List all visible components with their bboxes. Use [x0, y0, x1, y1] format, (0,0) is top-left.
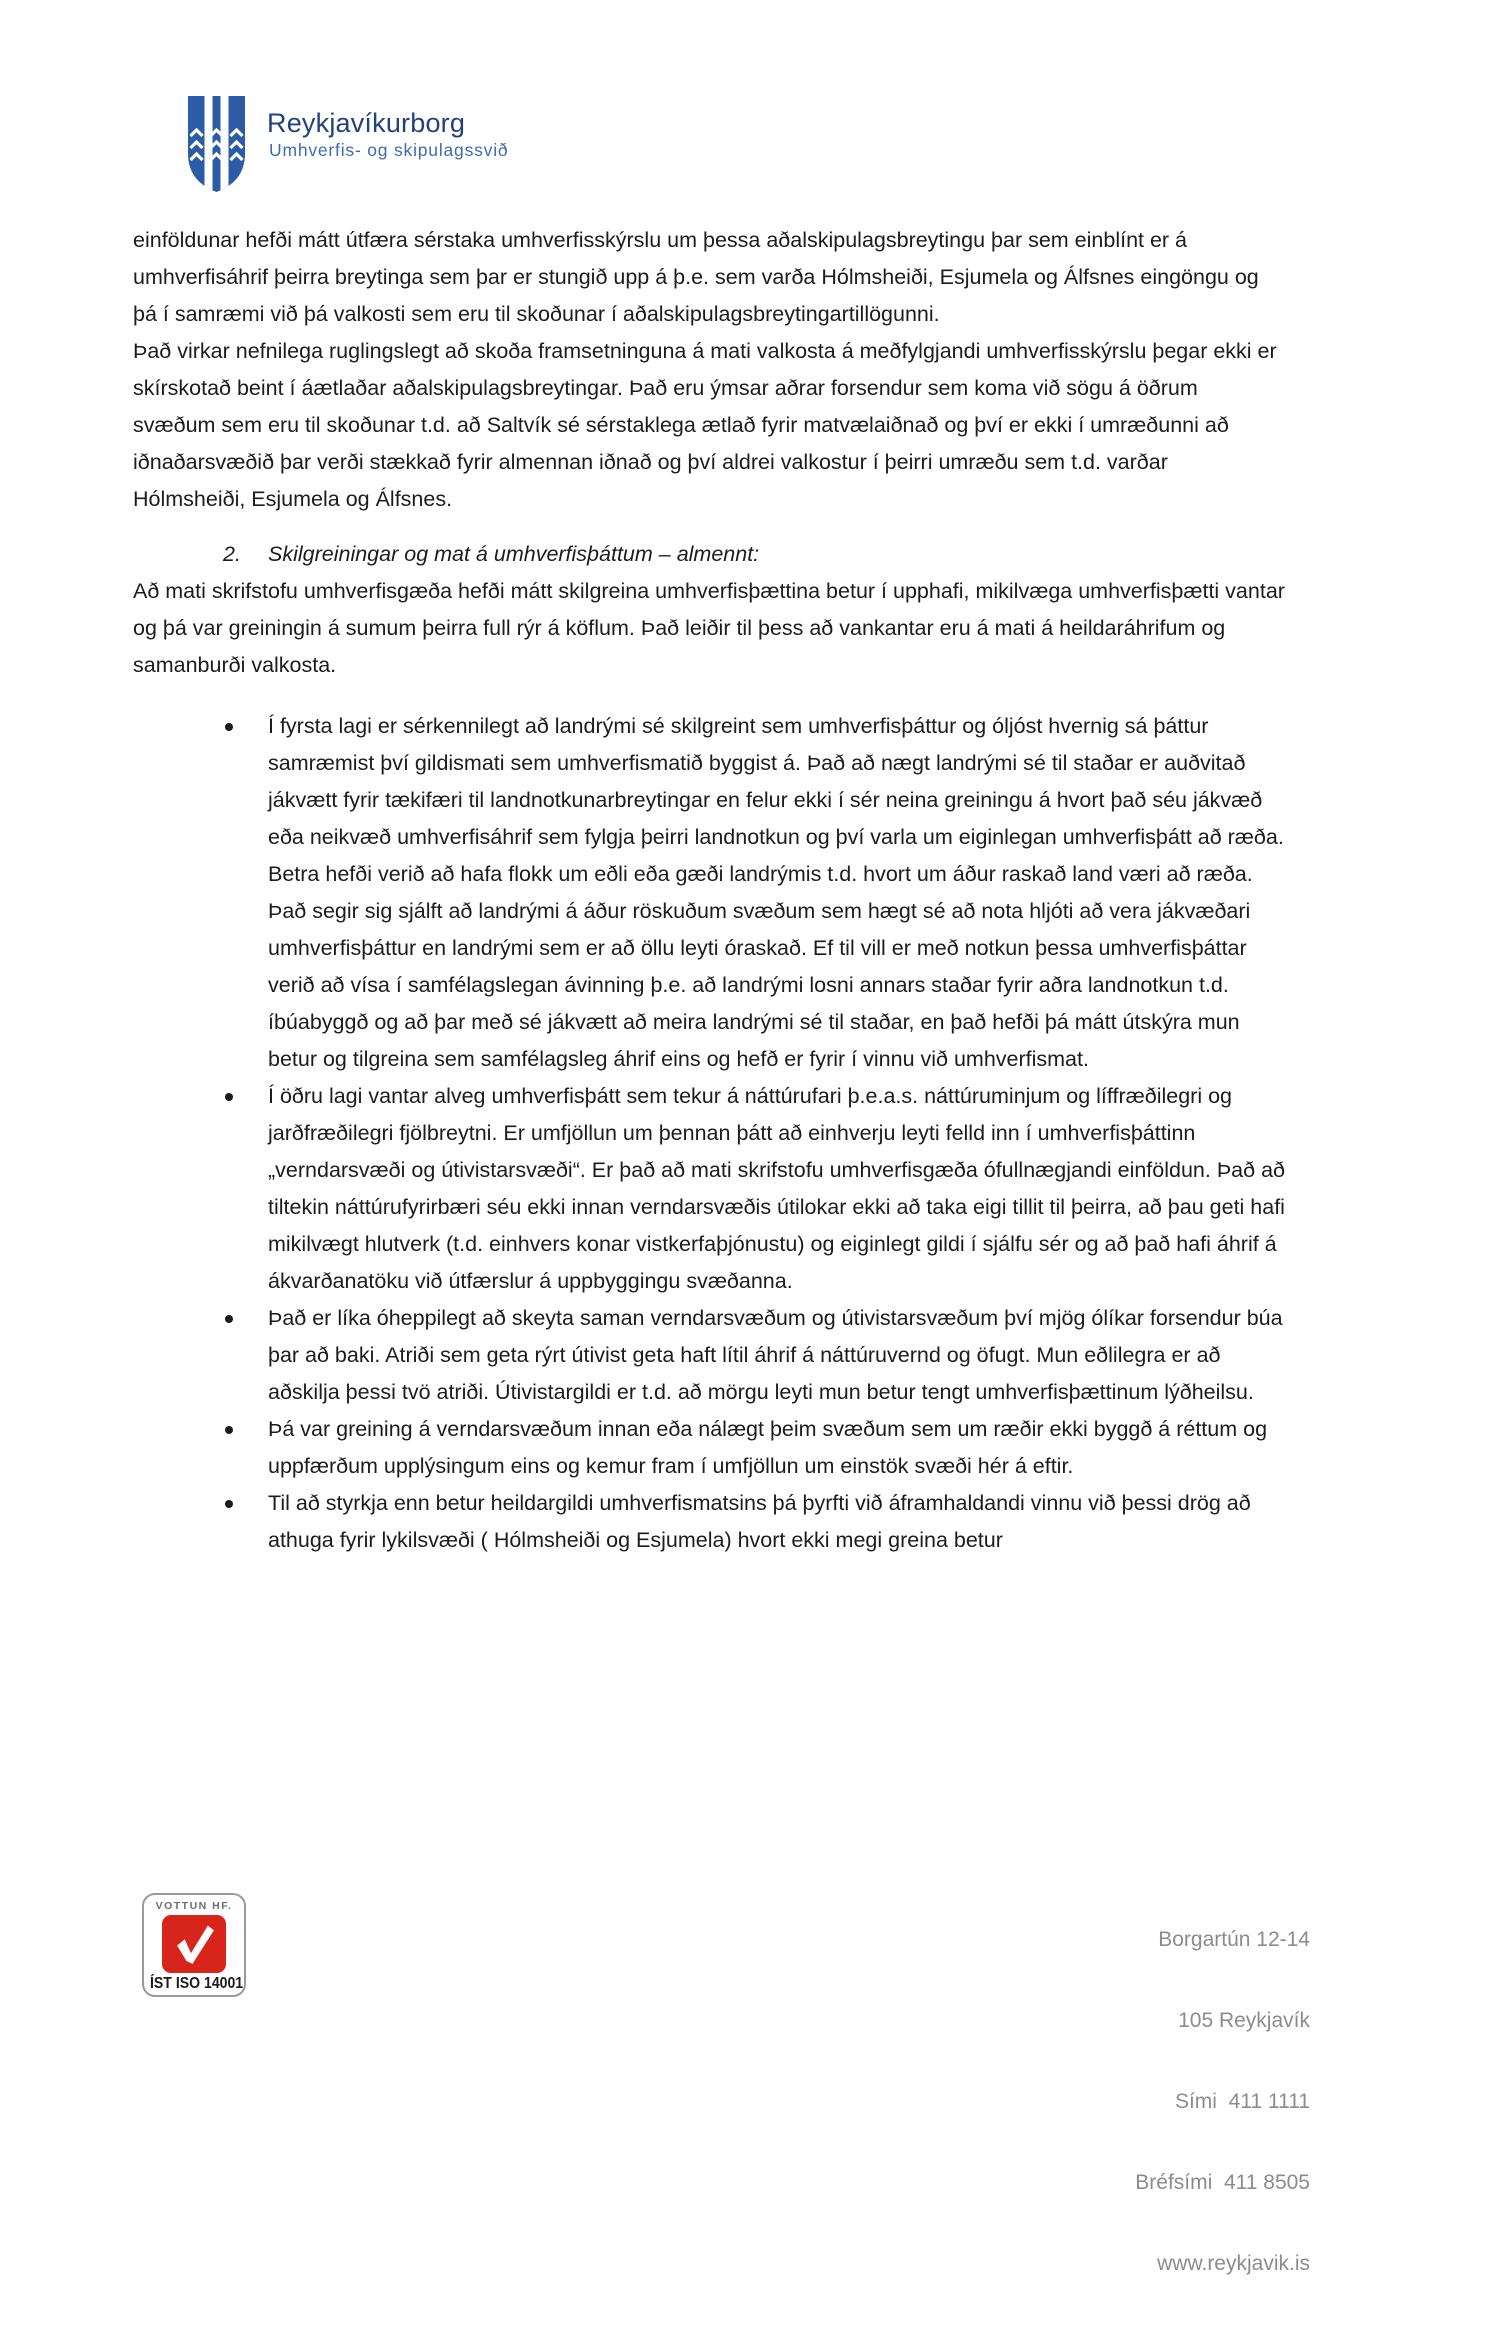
address-fax: Bréfsími 411 8505 — [1135, 2171, 1310, 2194]
bullet-icon — [225, 1093, 233, 1101]
bullet-icon — [225, 1500, 233, 1508]
address-street: Borgartún 12-14 — [1158, 1928, 1310, 1951]
paragraph-2: Það virkar nefnilega ruglingslegt að skoða framsetninguna á mati valkosta á meðfylgjandi umhverfisskýrslu þegar ekki er skírskotað beint í áætlaðar aðalskipulagsbreytingar. Það eru ýmsar aðrar forsendur sem koma við sögu á öðrum svæðum sem eru til skoðunar t.d. að Saltvík sé sérstaklega ætlað fyrir matvælaiðnað og því er ekki í umræðunni að iðnaðarsvæðið þar verði stækkað fyrir almennan iðnað og því aldrei valkostur í þeirri umræðu sem t.d. varðar Hólmsheiði, Esjumela og Álfsnes. — [133, 339, 1277, 511]
address-website: www.reykjavik.is — [1157, 2252, 1310, 2275]
org-department: Umhverfis- og skipulagssvið — [269, 140, 509, 160]
checkmark-icon — [171, 1922, 217, 1966]
bullet-text: Í fyrsta lagi er sérkennilegt að landrými sé skilgreint sem umhverfisþáttur og óljóst hvernig sá þáttur samræmist því gildismati sem umhverfismatið byggist á. Það að nægt landrými sé til staðar er auðvitað jákvætt fyrir tækifæri til landnotkunarbreytingar en felur ekki í sér neina greiningu á hvort það séu jákvæð eða neikvæð umhverfisáhrif sem fylgja þeirri landnotkun og því varla um eiginlegan umhverfisþátt að ræða. Betra hefði verið að hafa flokk um eðli eða gæði landrýmis t.d. hvort um áður raskað land væri að ræða. Það segir sig sjálft að landrými á áður röskuðum svæðum sem hægt sé að nota hljóti að vera jákvæðari umhverfisþáttur en landrými sem er að öllu leyti óraskað. Ef til vill er með notkun þessa umhverfisþáttar verið að vísa í samfélagslegan ávinning þ.e. að landrými losni annars staðar fyrir aðra landnotkun t.d. íbúabyggð og að þar með sé jákvætt að meira landrými sé til staðar, en það hefði þá mátt útskýra mun betur og tilgreina sem samfélagsleg áhrif eins og hefð er fyrir í vinnu við umhverfismat. — [268, 714, 1284, 1071]
address-city: 105 Reykjavík — [1178, 2009, 1310, 2032]
paragraph-1: einföldunar hefði mátt útfæra sérstaka umhverfisskýrslu um þessa aðalskipulagsbreytingu þar sem einblínt er á umhverfisáhrif þeirra breytinga sem þar er stungið upp á þ.e. sem varða Hólmsheiði, Esjumela og Álfsnes eingöngu og þá í samræmi við þá valkosti sem eru til skoðunar í aðalskipulagsbreytingartillögunni. — [133, 228, 1259, 326]
logo-text — [267, 96, 508, 192]
reykjavik-coat-of-arms-icon — [188, 96, 245, 192]
letter-body — [133, 222, 1285, 1559]
bullet-item — [133, 1078, 1285, 1300]
iso-standard-label: ÍST ISO 14001 — [150, 1975, 244, 1992]
certification-mark — [162, 1915, 226, 1973]
bullet-icon — [225, 1426, 233, 1434]
bullet-icon — [225, 1315, 233, 1323]
letterhead — [188, 96, 508, 192]
certifier-label: VOTTUN HF. — [155, 1900, 233, 1912]
address-phone: Sími 411 1111 — [1174, 2090, 1310, 2113]
section-number: 2. — [223, 542, 241, 566]
footer-address — [1135, 1872, 1310, 2331]
bullet-item — [133, 1485, 1285, 1559]
bullet-text: Það er líka óheppilegt að skeyta saman verndarsvæðum og útivistarsvæðum því mjög ólíkar forsendur búa þar að baki. Atriði sem geta rýrt útivist geta haft lítil áhrif á náttúruvernd og öfugt. Mun eðlilegra er að aðskilja þessi tvö atriði. Útivistargildi er t.d. að mörgu leyti mun betur tengt umhverfisþættinum lýðheilsu. — [268, 1306, 1283, 1404]
org-name: Reykjavíkurborg — [267, 108, 466, 138]
bullet-icon — [225, 723, 233, 731]
bullet-text: Þá var greining á verndarsvæðum innan eða nálægt þeim svæðum sem um ræðir ekki byggð á réttum og uppfærðum upplýsingum eins og kemur fram í umfjöllun um einstök svæði hér á eftir. — [268, 1417, 1268, 1478]
bullet-list — [133, 708, 1285, 1559]
bullet-item — [133, 1411, 1285, 1485]
bullet-item — [133, 1300, 1285, 1411]
section-title: Skilgreiningar og mat á umhverfisþáttum – almennt: — [268, 542, 760, 566]
iso-certification-badge — [142, 1893, 246, 1997]
bullet-item — [133, 708, 1285, 1078]
section-intro-paragraph: Að mati skrifstofu umhverfisgæða hefði mátt skilgreina umhverfisþættina betur í upphafi, mikilvæga umhverfisþætti vantar og þá var greiningin á sumum þeirra full rýr á köflum. Það leiðir til þess að vankantar eru á mati á heildaráhrifum og samanburði valkosta. — [133, 579, 1285, 677]
section-heading — [133, 536, 1285, 573]
bullet-text: Í öðru lagi vantar alveg umhverfisþátt sem tekur á náttúrufari þ.e.a.s. náttúruminjum og líffræðilegri og jarðfræðilegri fjölbreytni. Er umfjöllun um þennan þátt að einhverju leyti felld inn í umhverfisþáttinn „verndarsvæði og útivistarsvæði“. Er það að mati skrifstofu umhverfisgæða ófullnægjandi einföldun. Það að tiltekin náttúrufyrirbæri séu ekki innan verndarsvæðis útilokar ekki að taka eigi tillit til þeirra, að þau geti hafi mikilvægt hlutverk (t.d. einhvers konar vistkerfaþjónustu) og eiginlegt gildi í sjálfu sér og að það hafi áhrif á ákvarðanatöku við útfærslur á uppbyggingu svæðanna. — [268, 1084, 1285, 1293]
bullet-text: Til að styrkja enn betur heildargildi umhverfismatsins þá þyrfti við áframhaldandi vinnu við þessi drög að athuga fyrir lykilsvæði ( Hólmsheiði og Esjumela) hvort ekki megi greina betur — [268, 1491, 1251, 1552]
